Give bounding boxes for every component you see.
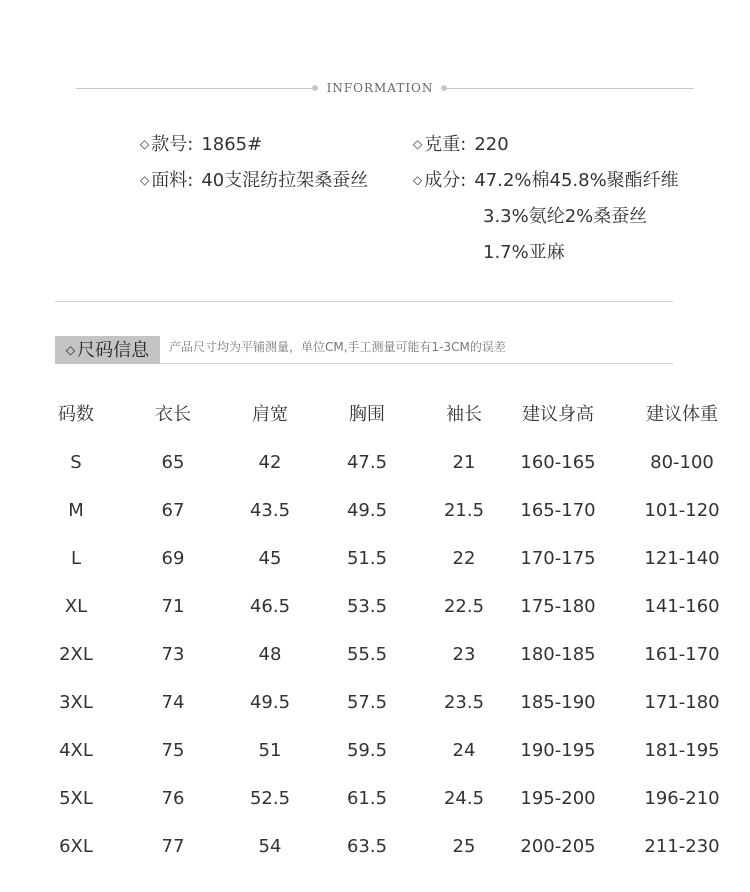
- table-cell: 54: [258, 836, 282, 857]
- table-cell: 2XL: [59, 644, 93, 665]
- table-cell: 200-205: [520, 836, 596, 857]
- table-cell: 180-185: [520, 644, 596, 665]
- table-cell: 48: [258, 644, 282, 665]
- size-info-badge: [55, 336, 160, 364]
- table-row: [0, 631, 750, 679]
- table-cell: 6XL: [59, 836, 93, 857]
- header-shoulder: 肩宽: [252, 404, 288, 425]
- table-cell: 181-195: [644, 740, 720, 761]
- table-cell: 42: [258, 452, 282, 473]
- spec-composition-line-3: 1.7%亚麻: [483, 242, 565, 263]
- table-cell: 101-120: [644, 500, 720, 521]
- spec-label: 款号:: [151, 134, 194, 155]
- table-cell: S: [70, 452, 82, 473]
- table-cell: 65: [161, 452, 185, 473]
- table-cell: 165-170: [520, 500, 596, 521]
- table-cell: 71: [161, 596, 185, 617]
- table-cell: 141-160: [644, 596, 720, 617]
- header-line-left: [76, 88, 314, 89]
- table-row: [0, 727, 750, 775]
- table-cell: 25: [452, 836, 476, 857]
- table-cell: 185-190: [520, 692, 596, 713]
- table-row: [0, 487, 750, 535]
- table-cell: L: [70, 548, 82, 569]
- table-cell: 49.5: [346, 500, 388, 521]
- spec-label: 克重:: [424, 134, 467, 155]
- table-cell: 73: [161, 644, 185, 665]
- table-cell: 51.5: [346, 548, 388, 569]
- information-header: [76, 78, 694, 98]
- table-cell: 76: [161, 788, 185, 809]
- table-row: [0, 535, 750, 583]
- size-info-underline: [160, 363, 673, 364]
- header-height: 建议身高: [522, 404, 594, 425]
- table-cell: 170-175: [520, 548, 596, 569]
- table-cell: M: [68, 500, 84, 521]
- table-cell: 211-230: [644, 836, 720, 857]
- table-cell: 23: [452, 644, 476, 665]
- table-cell: XL: [64, 596, 88, 617]
- table-cell: 160-165: [520, 452, 596, 473]
- diamond-icon: ◇: [65, 343, 76, 357]
- header-weight: 建议体重: [646, 404, 718, 425]
- table-cell: 121-140: [644, 548, 720, 569]
- table-cell: 57.5: [346, 692, 388, 713]
- header-sleeve: 袖长: [446, 404, 482, 425]
- table-cell: 75: [161, 740, 185, 761]
- size-info-badge-label: 尺码信息: [77, 340, 150, 361]
- spec-value: 47.2%棉45.8%聚酯纤维: [474, 170, 679, 191]
- table-cell: 161-170: [644, 644, 720, 665]
- spec-label: 成分:: [424, 170, 467, 191]
- table-cell: 5XL: [59, 788, 93, 809]
- table-cell: 45: [258, 548, 282, 569]
- spec-value: 40支混纺拉架桑蚕丝: [201, 170, 369, 191]
- spec-weight: [413, 132, 509, 157]
- table-cell: 59.5: [346, 740, 388, 761]
- table-cell: 67: [161, 500, 185, 521]
- table-cell: 171-180: [644, 692, 720, 713]
- spec-fabric: [140, 168, 368, 193]
- table-row: [0, 439, 750, 487]
- table-cell: 175-180: [520, 596, 596, 617]
- diamond-icon: ◇: [140, 173, 150, 187]
- size-table-header: [0, 391, 750, 439]
- spec-value: 220: [474, 134, 509, 155]
- information-title: INFORMATION: [326, 81, 434, 95]
- table-cell: 3XL: [59, 692, 93, 713]
- header-line-right: [444, 88, 694, 89]
- table-cell: 80-100: [650, 452, 714, 473]
- header-size: 码数: [58, 404, 94, 425]
- table-cell: 55.5: [346, 644, 388, 665]
- table-cell: 21.5: [443, 500, 485, 521]
- table-cell: 24: [452, 740, 476, 761]
- table-row: [0, 679, 750, 727]
- diamond-icon: ◇: [413, 137, 423, 151]
- table-cell: 47.5: [346, 452, 388, 473]
- spec-style-no: [140, 132, 262, 157]
- table-cell: 63.5: [346, 836, 388, 857]
- spec-label: 面料:: [151, 170, 194, 191]
- table-cell: 21: [452, 452, 476, 473]
- table-cell: 190-195: [520, 740, 596, 761]
- table-cell: 23.5: [443, 692, 485, 713]
- header-length: 衣长: [155, 404, 191, 425]
- table-cell: 52.5: [249, 788, 291, 809]
- table-cell: 24.5: [443, 788, 485, 809]
- table-cell: 49.5: [249, 692, 291, 713]
- table-cell: 196-210: [644, 788, 720, 809]
- diamond-icon: ◇: [413, 173, 423, 187]
- spec-value: 1865#: [201, 134, 263, 155]
- diamond-icon: ◇: [140, 137, 150, 151]
- table-cell: 51: [258, 740, 282, 761]
- table-cell: 22: [452, 548, 476, 569]
- spec-composition-line-2: 3.3%氨纶2%桑蚕丝: [483, 206, 648, 227]
- table-row: [0, 775, 750, 823]
- table-cell: 61.5: [346, 788, 388, 809]
- table-cell: 77: [161, 836, 185, 857]
- spec-composition: [413, 168, 679, 193]
- table-cell: 69: [161, 548, 185, 569]
- table-row: [0, 583, 750, 631]
- header-dot-left: [312, 85, 318, 91]
- size-measure-note: 产品尺寸均为平铺测量，单位CM,手工测量可能有1-3CM的误差: [169, 340, 506, 354]
- table-cell: 74: [161, 692, 185, 713]
- table-row: [0, 823, 750, 871]
- table-cell: 43.5: [249, 500, 291, 521]
- table-cell: 53.5: [346, 596, 388, 617]
- section-divider: [55, 301, 673, 302]
- table-cell: 195-200: [520, 788, 596, 809]
- table-cell: 4XL: [59, 740, 93, 761]
- header-chest: 胸围: [349, 404, 385, 425]
- table-cell: 22.5: [443, 596, 485, 617]
- size-table: [0, 391, 750, 871]
- table-cell: 46.5: [249, 596, 291, 617]
